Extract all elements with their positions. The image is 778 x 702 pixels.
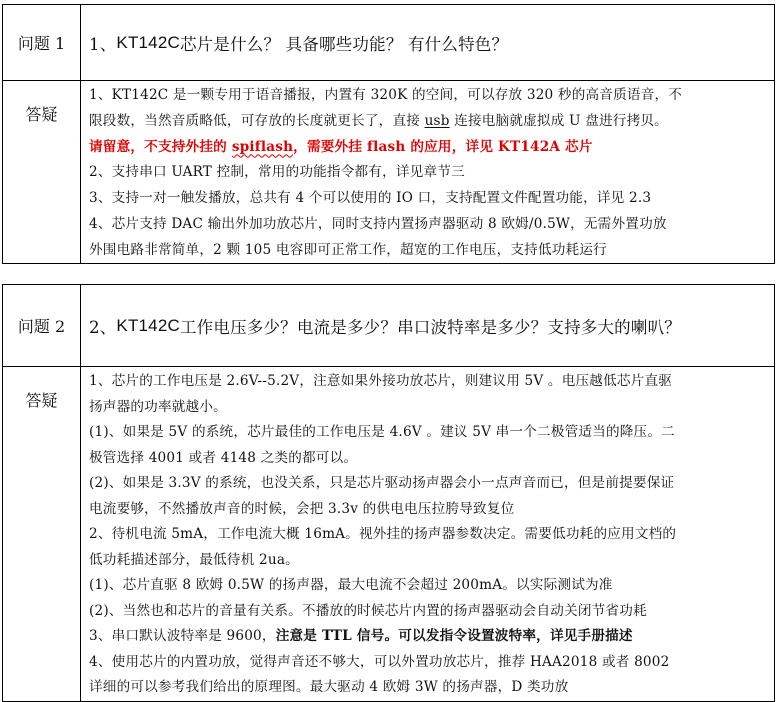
answer-line: 极管选择 4001 或者 4148 之类的都可以。 [89,449,358,466]
question-row [3,285,774,367]
answer-line: 2、待机电流 5mA，工作电流大概 16mA。视外挂的扬声器参数决定。需要低功耗的应用文档的 [89,526,677,542]
answer-line: 详细的可以参考我们给出的原理图。最大驱动 4 欧姆 3W 的扬声器，D 类功放 [89,679,569,695]
answer-row [3,81,774,263]
question-body: 芯片是什么？ 具备哪些功能？ 有什么特色？ [179,34,509,54]
question-row [3,5,774,81]
qa-table-1 [2,4,775,264]
question-text [81,285,774,366]
answer-warning-line: 请留意，不支持外挂的 spiflash，需要外挂 flash 的应用，详见 KT142A 芯片 [89,138,593,155]
answer-line: 限段数，当然音质略低，可存放的长度就更长了，直接 usb 连接电脑就虚拟成 U 盘进行拷贝。 [89,112,668,129]
answer-line: 2、支持串口 UART 控制，常用的功能指令都有，详见章节三 [89,164,465,181]
answer-line: 3、支持一对一触发播放，总共有 4 个可以使用的 IO 口，支持配置文件配置功能，详见 2.3 [89,190,652,207]
answer-line: 4、芯片支持 DAC 输出外加功放芯片，同时支持内置扬声器驱动 8 欧姆/0.5W，无需外置功放 [89,215,667,232]
answer-line: (1)、如果是 5V 的系统，芯片最佳的工作电压是 4.6V 。建议 5V 串一个二极管适当的降压。二 [89,424,675,440]
answer-line: (2)、当然也和芯片的音量有关系。不播放的时候芯片内置的扬声器驱动会自动关闭节省功耗 [89,602,647,619]
answer-line: 低功耗描述部分，最低待机 2ua。 [89,551,299,568]
answer-line: 3、串口默认波特率是 9600，注意是 TTL 信号。可以发指令设置波特率，详见手册描述 [89,628,633,644]
answer-text [81,367,774,701]
question-label: 问题 1 [3,5,81,80]
question-body: 工作电压多少？电流是多少？串口波特率是多少？支持多大的喇叭？ [179,317,681,337]
answer-label: 答疑 [3,367,81,701]
question-prefix: 2、 [89,317,117,337]
answer-line: 4、使用芯片的内置功放，觉得声音还不够大，可以外置功放芯片，推荐 HAA2018 或者 8002 [89,653,670,670]
question-text [81,5,774,80]
qa-table-2 [2,284,775,702]
chip-model: KT142C [116,315,180,335]
answer-text [81,81,774,263]
answer-line: 扬声器的功率就越小。 [89,398,227,415]
answer-line: 电流要够，不然播放声音的时候，会把 3.3v 的供电电压拉胯导致复位 [89,500,515,517]
question-prefix: 1、 [89,34,117,54]
answer-line: 外围电路非常简单，2 颗 105 电容即可正常工作，超宽的工作电压，支持低功耗运行 [89,241,607,258]
chip-model: KT142C [116,32,180,52]
answer-line: (2)、如果是 3.3V 的系统，也没关系，只是芯片驱动扬声器会小一点声音而已，但是前提要保证 [89,475,675,491]
question-label: 问题 2 [3,285,81,366]
answer-line: 1、芯片的工作电压是 2.6V--5.2V，注意如果外接功放芯片，则建议用 5V 。电压越低芯片直驱 [89,373,673,389]
answer-label: 答疑 [3,81,81,263]
answer-line: 1、KT142C 是一颗专用于语音播报，内置有 320K 的空间，可以存放 320 秒的高音质语音，不 [89,87,683,103]
answer-row [3,367,774,701]
answer-line: (1)、芯片直驱 8 欧姆 0.5W 的扬声器，最大电流不会超过 200mA。以实际测试为准 [89,577,613,593]
